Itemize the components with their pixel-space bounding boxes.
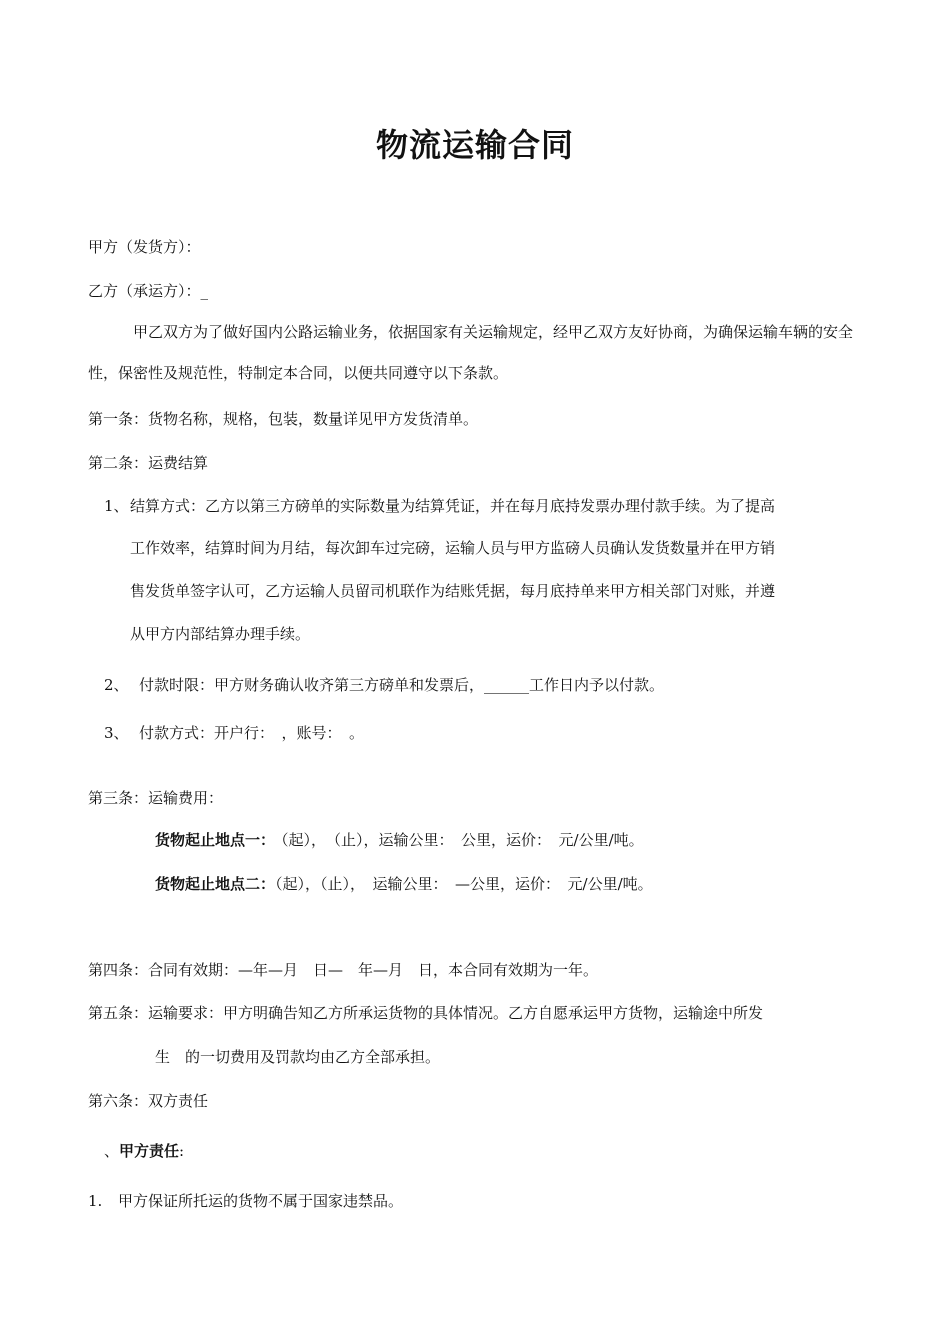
page-title: 物流运输合同: [375, 126, 574, 164]
article-2-item-3: 付款方式：开户行： ，账号： 。: [139, 724, 365, 742]
article-6-item-1-number: 1.: [88, 1192, 103, 1210]
article-2-heading: 第二条：运费结算: [88, 454, 209, 472]
party-a-responsibility-colon: :: [179, 1142, 185, 1160]
party-a-responsibility-prefix: 、: [104, 1142, 120, 1160]
route-1-text: （起）， （止），运输公里： 公里，运价： 元/公里/吨。: [281, 831, 644, 849]
route-2: [155, 877, 653, 892]
party-b-line: 乙方（承运方）：_: [88, 282, 209, 300]
article-4: 第四条：合同有效期：—年—月 日— 年—月 日，本合同有效期为一年。: [88, 961, 599, 979]
party-a-line: 甲方（发货方）：: [88, 238, 201, 256]
article-2-item-1-line: 售发货单签字认可，乙方运输人员留司机联作为结账凭据，每月底持单来甲方相关部门对账，并遵: [130, 582, 776, 600]
route-1-label: 货物起止地点一：: [155, 831, 276, 849]
article-5-line-1: 第五条：运输要求：甲方明确告知乙方所承运货物的具体情况。乙方自愿承运甲方货物，运输途中所发: [88, 1004, 764, 1022]
party-a-responsibility-label: 甲方责任: [119, 1142, 180, 1160]
article-2-item-1-line: 结算方式：乙方以第三方磅单的实际数量为结算凭证，并在每月底持发票办理付款手续。为了提高: [130, 497, 776, 515]
article-2-item-3-number: 3、: [104, 724, 129, 742]
article-6-item-1: 甲方保证所托运的货物不属于国家违禁品。: [118, 1192, 404, 1210]
article-6-heading: 第六条：双方责任: [88, 1092, 209, 1110]
route-2-text: （起），（止）， 运输公里： —公里，运价： 元/公里/吨。: [275, 875, 653, 893]
route-2-label: 货物起止地点二：: [155, 875, 276, 893]
article-3-heading: 第三条：运输费用：: [88, 789, 224, 807]
article-2-item-1-line: 从甲方内部结算办理手续。: [130, 625, 311, 643]
intro-paragraph: 甲乙双方为了做好国内公路运输业务，依据国家有关运输规定，经甲乙双方友好协商，为确保运输车辆的安全性，保密性及规范性，特制定本合同，以便共同遵守以下条款。: [88, 323, 854, 382]
article-2-item-1-number: 1、: [104, 497, 129, 515]
party-a-responsibility-heading: [104, 1144, 184, 1159]
article-5-line-2: 生 的一切费用及罚款均由乙方全部承担。: [155, 1048, 441, 1066]
article-2-item-1-line: 工作效率，结算时间为月结，每次卸车过完磅，运输人员与甲方监磅人员确认发货数量并在甲方销: [130, 539, 776, 557]
route-1: [155, 833, 644, 848]
article-1: 第一条：货物名称，规格，包装，数量详见甲方发货清单。: [88, 410, 479, 428]
article-2-item-2: 付款时限：甲方财务确认收齐第三方磅单和发票后，______工作日内予以付款。: [139, 676, 665, 694]
article-2-item-2-number: 2、: [104, 676, 129, 694]
